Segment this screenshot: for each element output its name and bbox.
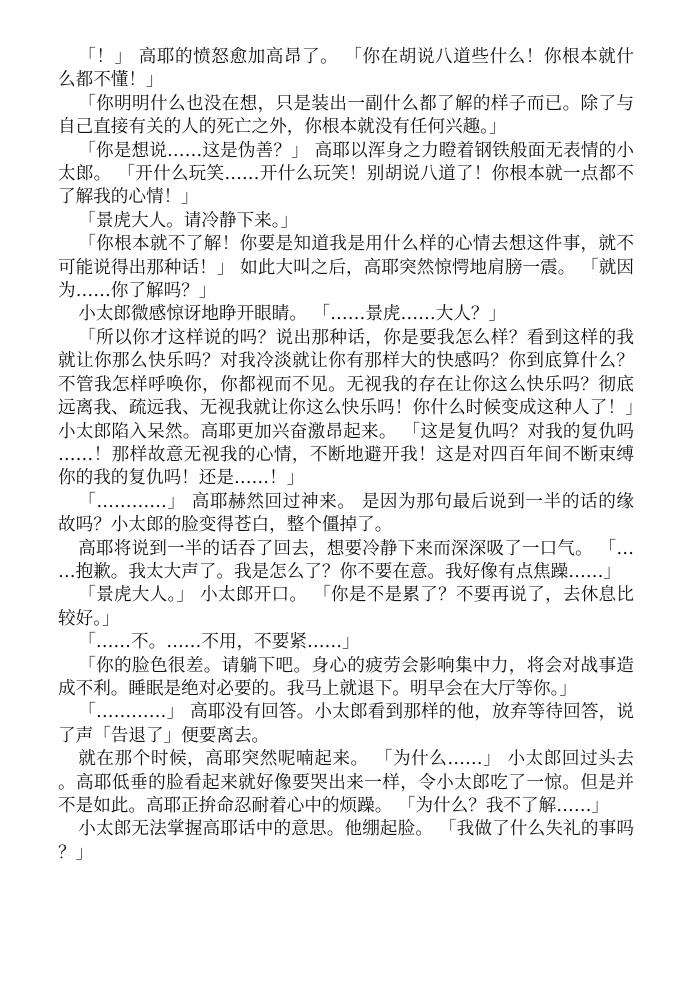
paragraph: 小太郎无法掌握高耶话中的意思。他绷起脸。 「我做了什么失礼的事吗？」 [58, 819, 634, 863]
paragraph: 高耶将说到一半的话吞了回去，想要冷静下来而深深吸了一口气。 「……抱歉。我太大声了。我是怎么了？你不要在意。我好像有点焦躁……」 [58, 538, 634, 582]
paragraph: 就在那个时候，高耶突然呢喃起来。 「为什么……」 小太郎回过头去。高耶低垂的脸看起来就好像要哭出来一样，令小太郎吃了一惊。但是并不是如此。高耶正拚命忍耐着心中的烦躁。 「为什么？我不了解……」 [58, 749, 634, 816]
paragraph: 「你是想说……这是伪善？」 高耶以浑身之力瞪着钢铁般面无表情的小太郎。 「开什么玩笑……开什么玩笑！别胡说八道了！你根本就一点都不了解我的心情！」 [58, 140, 634, 208]
paragraph: 「……不。……不用，不要紧……」 [78, 632, 360, 653]
document-page [58, 46, 634, 865]
paragraph: 「你明明什么也没在想，只是装出一副什么都了解的样子而已。除了与自己直接有关的人的死亡之外，你根本就没有任何兴趣。」 [58, 93, 634, 138]
paragraph: 「所以你才这样说的吗？说出那种话，你是要我怎么样？看到这样的我就让你那么快乐吗？对我冷淡就让你有那样大的快感吗？你到底算什么？不管我怎样呼唤你，你都视而不见。无视我的存在让你这么快乐吗？彻底远离我、疏远我、无视我就让你这么快乐吗！你什么时候变成这种人了！」 小太郎陷入呆然。高耶更加兴奋激昂起来。 「这是复仇吗？对我的复仇吗……！那样故意无视我的心情，不断地避开我！这是对四百年间不断束缚你的我的复仇吗！还是……！」 [58, 327, 634, 489]
paragraph: 「景虎大人。」 小太郎开口。 「你是不是累了？不要再说了，去休息比较好。」 [58, 585, 634, 629]
paragraph: 小太郎微感惊讶地睁开眼睛。 「……景虎……大人？」 [78, 304, 507, 325]
paragraph: 「你的脸色很差。请躺下吧。身心的疲劳会影响集中力，将会对战事造成不利。睡眠是绝对必要的。我马上就退下。明早会在大厅等你。」 [58, 655, 634, 699]
paragraph: 「…………」 高耶赫然回过神来。 是因为那句最后说到一半的话的缘故吗？小太郎的脸变得苍白，整个僵掉了。 [58, 491, 634, 536]
paragraph: 「！」 高耶的愤怒愈加高昂了。 「你在胡说八道些什么！你根本就什么都不懂！」 [58, 47, 634, 91]
paragraph: 「…………」 高耶没有回答。小太郎看到那样的他，放弃等待回答，说了声「告退了」便要离去。 [58, 702, 634, 746]
paragraph: 「景虎大人。请冷静下来。」 [78, 210, 299, 231]
paragraph: 「你根本就不了解！你要是知道我是用什么样的心情去想这件事，就不可能说得出那种话！」 如此大叫之后，高耶突然惊愕地肩膀一震。 「就因为……你了解吗？」 [58, 234, 634, 302]
